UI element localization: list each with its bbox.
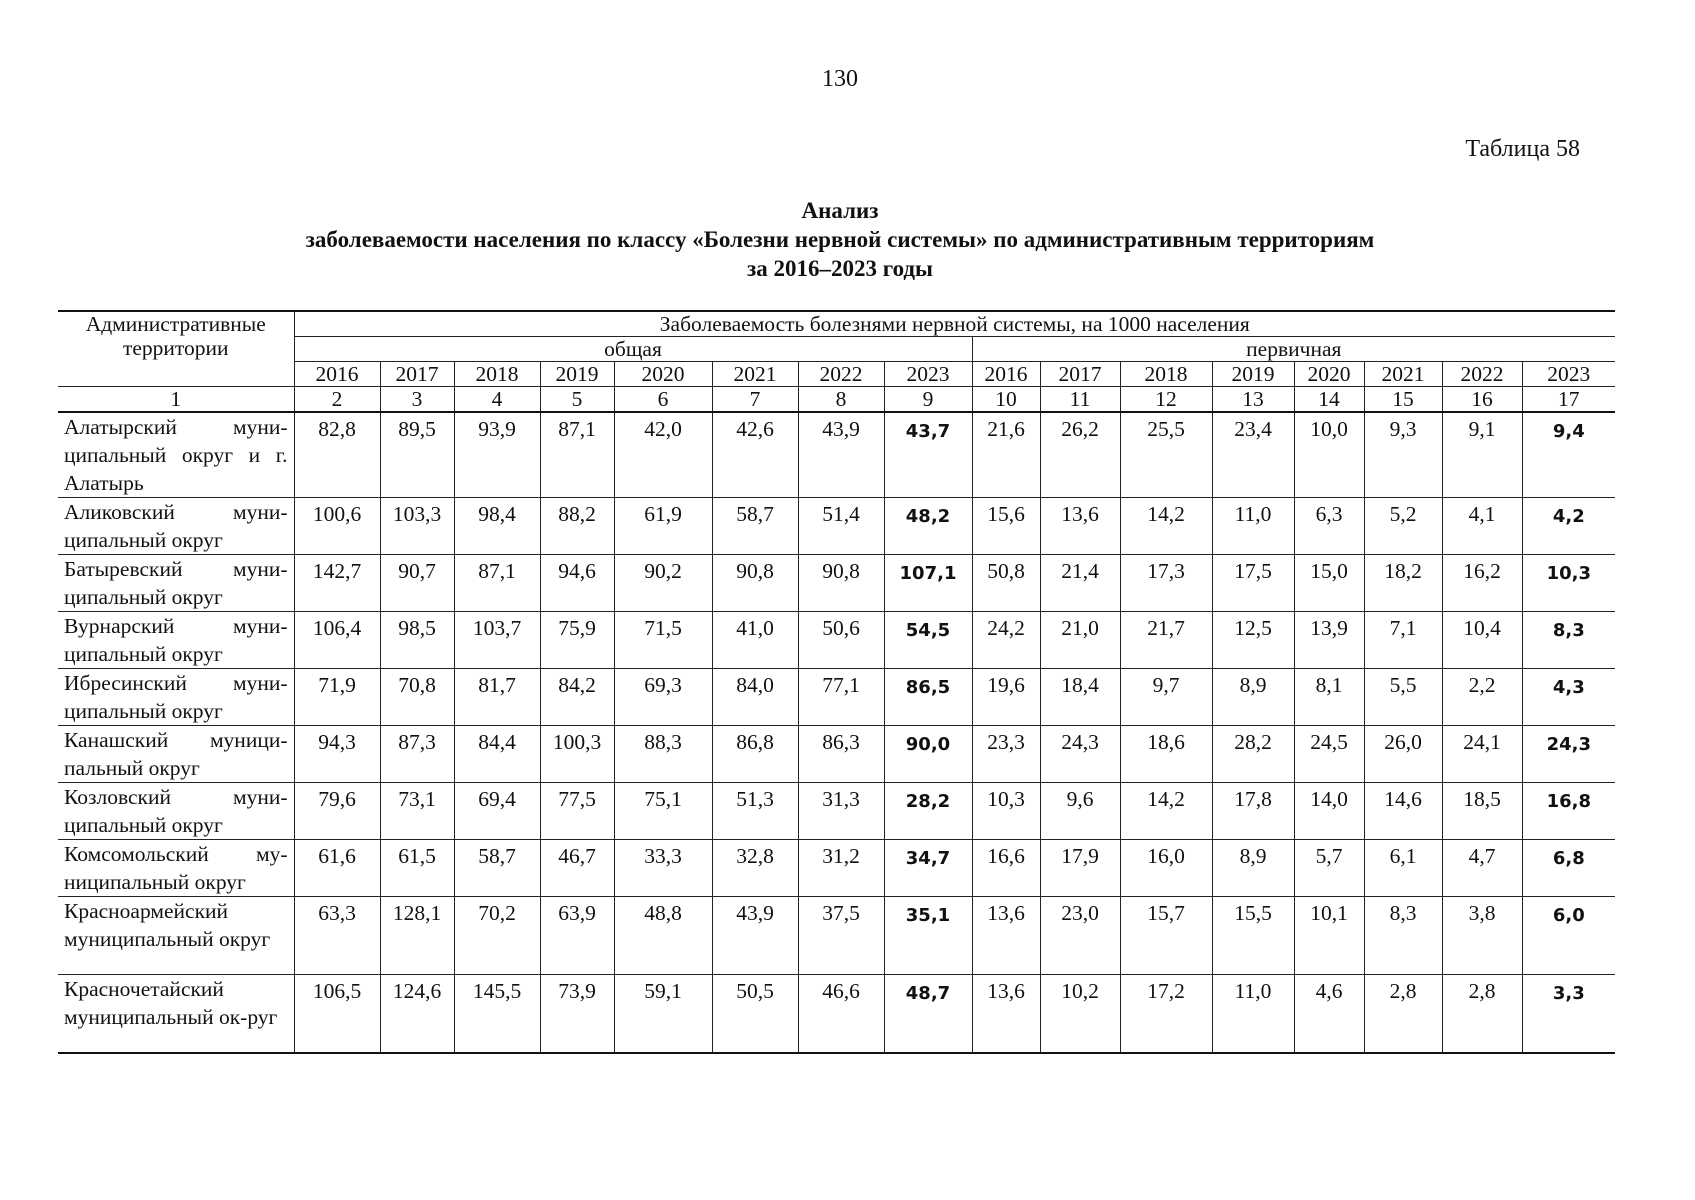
value-cell: 24,5 <box>1294 726 1364 783</box>
value-cell: 6,8 <box>1522 840 1615 897</box>
value-cell: 75,1 <box>614 783 712 840</box>
column-index: 5 <box>540 387 614 413</box>
value-cell: 79,6 <box>294 783 380 840</box>
column-index: 9 <box>884 387 972 413</box>
value-cell: 70,8 <box>380 669 454 726</box>
value-cell: 13,6 <box>972 975 1040 1053</box>
year-header-general-2023: 2023 <box>884 362 972 387</box>
value-cell: 51,3 <box>712 783 798 840</box>
value-cell: 14,6 <box>1364 783 1442 840</box>
year-header-primary-2021: 2021 <box>1364 362 1442 387</box>
value-cell: 10,1 <box>1294 897 1364 975</box>
morbidity-table <box>58 310 1615 1054</box>
value-cell: 7,1 <box>1364 612 1442 669</box>
value-cell: 84,2 <box>540 669 614 726</box>
value-cell: 58,7 <box>712 498 798 555</box>
value-cell: 35,1 <box>884 897 972 975</box>
value-cell: 87,1 <box>454 555 540 612</box>
value-cell: 86,5 <box>884 669 972 726</box>
column-index: 14 <box>1294 387 1364 413</box>
territory-name: Красноармейский муниципальный округ <box>58 897 294 975</box>
value-cell: 23,3 <box>972 726 1040 783</box>
value-cell: 32,8 <box>712 840 798 897</box>
value-cell: 103,7 <box>454 612 540 669</box>
value-cell: 89,5 <box>380 412 454 498</box>
value-cell: 15,5 <box>1212 897 1294 975</box>
value-cell: 84,0 <box>712 669 798 726</box>
year-header-general-2021: 2021 <box>712 362 798 387</box>
value-cell: 73,1 <box>380 783 454 840</box>
value-cell: 4,3 <box>1522 669 1615 726</box>
value-cell: 43,7 <box>884 412 972 498</box>
column-index: 7 <box>712 387 798 413</box>
value-cell: 14,2 <box>1120 498 1212 555</box>
table-row <box>58 783 1615 840</box>
value-cell: 69,3 <box>614 669 712 726</box>
value-cell: 73,9 <box>540 975 614 1053</box>
value-cell: 63,3 <box>294 897 380 975</box>
column-index: 13 <box>1212 387 1294 413</box>
year-header-general-2019: 2019 <box>540 362 614 387</box>
value-cell: 17,9 <box>1040 840 1120 897</box>
value-cell: 4,1 <box>1442 498 1522 555</box>
value-cell: 24,3 <box>1522 726 1615 783</box>
value-cell: 8,9 <box>1212 669 1294 726</box>
year-header-primary-2023: 2023 <box>1522 362 1615 387</box>
value-cell: 16,2 <box>1442 555 1522 612</box>
value-cell: 2,8 <box>1442 975 1522 1053</box>
table-row <box>58 612 1615 669</box>
value-cell: 23,4 <box>1212 412 1294 498</box>
value-cell: 5,7 <box>1294 840 1364 897</box>
table-row <box>58 669 1615 726</box>
table-row <box>58 840 1615 897</box>
value-cell: 18,5 <box>1442 783 1522 840</box>
column-index: 8 <box>798 387 884 413</box>
territory-name: Канашский муници-пальный округ <box>58 726 294 783</box>
value-cell: 24,1 <box>1442 726 1522 783</box>
year-header-general-2017: 2017 <box>380 362 454 387</box>
value-cell: 50,5 <box>712 975 798 1053</box>
value-cell: 48,7 <box>884 975 972 1053</box>
value-cell: 61,5 <box>380 840 454 897</box>
column-index: 3 <box>380 387 454 413</box>
value-cell: 2,8 <box>1364 975 1442 1053</box>
value-cell: 142,7 <box>294 555 380 612</box>
value-cell: 25,5 <box>1120 412 1212 498</box>
value-cell: 10,2 <box>1040 975 1120 1053</box>
value-cell: 50,6 <box>798 612 884 669</box>
value-cell: 14,0 <box>1294 783 1364 840</box>
value-cell: 8,3 <box>1522 612 1615 669</box>
page-number: 130 <box>822 66 858 92</box>
value-cell: 31,3 <box>798 783 884 840</box>
value-cell: 87,1 <box>540 412 614 498</box>
value-cell: 42,0 <box>614 412 712 498</box>
value-cell: 15,6 <box>972 498 1040 555</box>
value-cell: 84,4 <box>454 726 540 783</box>
column-index: 10 <box>972 387 1040 413</box>
value-cell: 8,3 <box>1364 897 1442 975</box>
value-cell: 23,0 <box>1040 897 1120 975</box>
value-cell: 71,9 <box>294 669 380 726</box>
column-index: 2 <box>294 387 380 413</box>
value-cell: 4,7 <box>1442 840 1522 897</box>
territory-name: Красночетайский муниципальный ок-руг <box>58 975 294 1053</box>
column-index: 16 <box>1442 387 1522 413</box>
value-cell: 19,6 <box>972 669 1040 726</box>
value-cell: 24,2 <box>972 612 1040 669</box>
value-cell: 61,9 <box>614 498 712 555</box>
value-cell: 16,8 <box>1522 783 1615 840</box>
value-cell: 26,2 <box>1040 412 1120 498</box>
value-cell: 128,1 <box>380 897 454 975</box>
value-cell: 37,5 <box>798 897 884 975</box>
value-cell: 100,6 <box>294 498 380 555</box>
value-cell: 48,8 <box>614 897 712 975</box>
title-line-3: за 2016–2023 годы <box>746 256 934 281</box>
value-cell: 43,9 <box>712 897 798 975</box>
territory-name: Батыревский муни-ципальный округ <box>58 555 294 612</box>
value-cell: 16,6 <box>972 840 1040 897</box>
value-cell: 58,7 <box>454 840 540 897</box>
value-cell: 42,6 <box>712 412 798 498</box>
value-cell: 17,5 <box>1212 555 1294 612</box>
value-cell: 4,2 <box>1522 498 1615 555</box>
title-line-2: заболеваемости населения по классу «Болезни нервной системы» по административным территориям <box>305 227 1375 252</box>
value-cell: 33,3 <box>614 840 712 897</box>
table-row <box>58 975 1615 1053</box>
value-cell: 21,4 <box>1040 555 1120 612</box>
value-cell: 8,1 <box>1294 669 1364 726</box>
year-header-primary-2016: 2016 <box>972 362 1040 387</box>
value-cell: 93,9 <box>454 412 540 498</box>
territory-name: Комсомольский му-ниципальный округ <box>58 840 294 897</box>
value-cell: 21,7 <box>1120 612 1212 669</box>
value-cell: 28,2 <box>884 783 972 840</box>
value-cell: 10,3 <box>972 783 1040 840</box>
column-index: 17 <box>1522 387 1615 413</box>
value-cell: 15,0 <box>1294 555 1364 612</box>
value-cell: 100,3 <box>540 726 614 783</box>
title-line-1: Анализ <box>801 198 879 223</box>
year-header-general-2020: 2020 <box>614 362 712 387</box>
value-cell: 17,2 <box>1120 975 1212 1053</box>
value-cell: 81,7 <box>454 669 540 726</box>
value-cell: 87,3 <box>380 726 454 783</box>
value-cell: 9,1 <box>1442 412 1522 498</box>
value-cell: 18,6 <box>1120 726 1212 783</box>
value-cell: 18,4 <box>1040 669 1120 726</box>
value-cell: 14,2 <box>1120 783 1212 840</box>
value-cell: 86,8 <box>712 726 798 783</box>
territory-name: Алатырский муни-ципальный округ и г. Алатырь <box>58 412 294 498</box>
value-cell: 107,1 <box>884 555 972 612</box>
value-cell: 103,3 <box>380 498 454 555</box>
value-cell: 5,2 <box>1364 498 1442 555</box>
group-header-general: общая <box>294 337 972 362</box>
value-cell: 10,3 <box>1522 555 1615 612</box>
value-cell: 13,6 <box>1040 498 1120 555</box>
value-cell: 8,9 <box>1212 840 1294 897</box>
territory-name: Аликовский муни-ципальный округ <box>58 498 294 555</box>
value-cell: 11,0 <box>1212 498 1294 555</box>
value-cell: 61,6 <box>294 840 380 897</box>
column-index: 4 <box>454 387 540 413</box>
value-cell: 90,8 <box>798 555 884 612</box>
value-cell: 9,7 <box>1120 669 1212 726</box>
value-cell: 86,3 <box>798 726 884 783</box>
table-row <box>58 555 1615 612</box>
value-cell: 46,7 <box>540 840 614 897</box>
value-cell: 17,8 <box>1212 783 1294 840</box>
year-header-primary-2017: 2017 <box>1040 362 1120 387</box>
table-row <box>58 412 1615 498</box>
value-cell: 13,9 <box>1294 612 1364 669</box>
year-header-general-2018: 2018 <box>454 362 540 387</box>
value-cell: 106,5 <box>294 975 380 1053</box>
value-cell: 90,7 <box>380 555 454 612</box>
value-cell: 3,8 <box>1442 897 1522 975</box>
value-cell: 9,3 <box>1364 412 1442 498</box>
column-index: 6 <box>614 387 712 413</box>
value-cell: 26,0 <box>1364 726 1442 783</box>
value-cell: 6,0 <box>1522 897 1615 975</box>
column-index: 15 <box>1364 387 1442 413</box>
table-row <box>58 726 1615 783</box>
value-cell: 11,0 <box>1212 975 1294 1053</box>
column-index-row <box>58 387 1615 413</box>
value-cell: 5,5 <box>1364 669 1442 726</box>
table-label: Таблица 58 <box>1465 136 1580 162</box>
value-cell: 90,8 <box>712 555 798 612</box>
column-index: 1 <box>58 387 294 413</box>
value-cell: 10,4 <box>1442 612 1522 669</box>
value-cell: 24,3 <box>1040 726 1120 783</box>
value-cell: 50,8 <box>972 555 1040 612</box>
value-cell: 88,3 <box>614 726 712 783</box>
year-header-primary-2018: 2018 <box>1120 362 1212 387</box>
group-header-primary: первичная <box>972 337 1615 362</box>
year-header-primary-2019: 2019 <box>1212 362 1294 387</box>
value-cell: 2,2 <box>1442 669 1522 726</box>
value-cell: 6,3 <box>1294 498 1364 555</box>
territory-header: Административные территории <box>58 311 294 387</box>
value-cell: 69,4 <box>454 783 540 840</box>
main-header: Заболеваемость болезнями нервной системы, на 1000 населения <box>294 311 1615 337</box>
value-cell: 59,1 <box>614 975 712 1053</box>
value-cell: 90,2 <box>614 555 712 612</box>
value-cell: 17,3 <box>1120 555 1212 612</box>
value-cell: 41,0 <box>712 612 798 669</box>
value-cell: 31,2 <box>798 840 884 897</box>
column-index: 11 <box>1040 387 1120 413</box>
value-cell: 6,1 <box>1364 840 1442 897</box>
value-cell: 106,4 <box>294 612 380 669</box>
column-index: 12 <box>1120 387 1212 413</box>
value-cell: 3,3 <box>1522 975 1615 1053</box>
table-row <box>58 897 1615 975</box>
year-header-primary-2020: 2020 <box>1294 362 1364 387</box>
value-cell: 4,6 <box>1294 975 1364 1053</box>
value-cell: 71,5 <box>614 612 712 669</box>
year-header-primary-2022: 2022 <box>1442 362 1522 387</box>
value-cell: 94,3 <box>294 726 380 783</box>
value-cell: 145,5 <box>454 975 540 1053</box>
table-body <box>58 387 1615 1053</box>
document-title <box>0 196 1680 283</box>
year-header-general-2016: 2016 <box>294 362 380 387</box>
value-cell: 43,9 <box>798 412 884 498</box>
value-cell: 88,2 <box>540 498 614 555</box>
value-cell: 46,6 <box>798 975 884 1053</box>
value-cell: 15,7 <box>1120 897 1212 975</box>
value-cell: 21,0 <box>1040 612 1120 669</box>
value-cell: 90,0 <box>884 726 972 783</box>
value-cell: 70,2 <box>454 897 540 975</box>
value-cell: 75,9 <box>540 612 614 669</box>
value-cell: 82,8 <box>294 412 380 498</box>
value-cell: 34,7 <box>884 840 972 897</box>
value-cell: 13,6 <box>972 897 1040 975</box>
territory-name: Вурнарский муни-ципальный округ <box>58 612 294 669</box>
year-header-general-2022: 2022 <box>798 362 884 387</box>
value-cell: 54,5 <box>884 612 972 669</box>
value-cell: 124,6 <box>380 975 454 1053</box>
value-cell: 16,0 <box>1120 840 1212 897</box>
value-cell: 10,0 <box>1294 412 1364 498</box>
value-cell: 98,4 <box>454 498 540 555</box>
value-cell: 18,2 <box>1364 555 1442 612</box>
territory-name: Ибресинский муни-ципальный округ <box>58 669 294 726</box>
value-cell: 77,1 <box>798 669 884 726</box>
value-cell: 9,4 <box>1522 412 1615 498</box>
table-row <box>58 498 1615 555</box>
value-cell: 63,9 <box>540 897 614 975</box>
territory-name: Козловский муни-ципальный округ <box>58 783 294 840</box>
value-cell: 94,6 <box>540 555 614 612</box>
value-cell: 98,5 <box>380 612 454 669</box>
value-cell: 12,5 <box>1212 612 1294 669</box>
value-cell: 28,2 <box>1212 726 1294 783</box>
value-cell: 48,2 <box>884 498 972 555</box>
value-cell: 9,6 <box>1040 783 1120 840</box>
value-cell: 77,5 <box>540 783 614 840</box>
value-cell: 21,6 <box>972 412 1040 498</box>
value-cell: 51,4 <box>798 498 884 555</box>
